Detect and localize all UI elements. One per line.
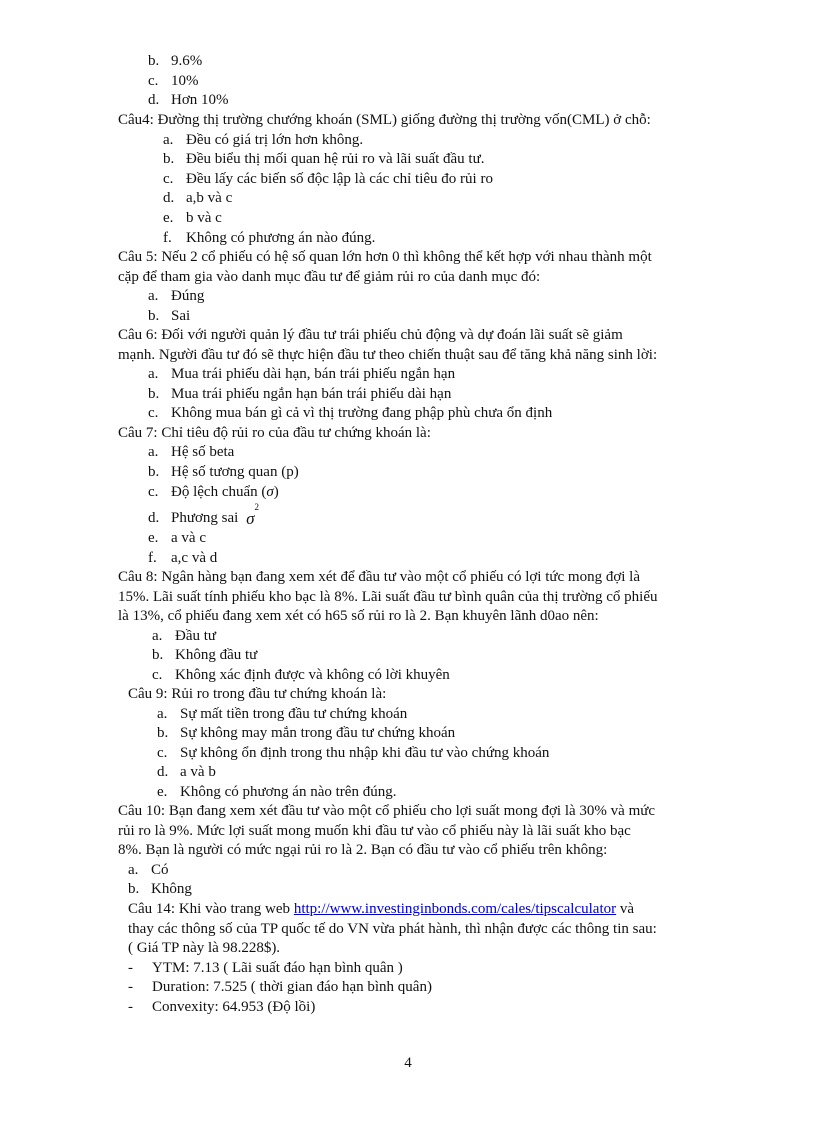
question-14-title-line2: thay các thông số của TP quốc tế do VN vừa phát hành, thì nhận được các thông tin sau: [128, 921, 657, 937]
q14-item-convexity: - Convexity: 64.953 (Độ lồi) [128, 999, 316, 1015]
q10-option-a: a. Có [128, 862, 169, 878]
q6-option-b: b. Mua trái phiếu ngắn hạn bán trái phiếu dài hạn [148, 386, 452, 402]
page-number: 4 [404, 1055, 412, 1071]
q7-option-c: c. Độ lệch chuẩn ( σ ) [148, 483, 279, 503]
q9-option-a: a. Sự mất tiền trong đầu tư chứng khoán [157, 706, 408, 722]
option-d-prev: d. Hơn 10% [148, 92, 229, 108]
q4-option-f: f. Không có phương án nào đúng. [163, 230, 376, 246]
question-5-title-line2: cặp để tham gia vào danh mục đầu tư để giảm rủi ro của danh mục đó: [118, 269, 541, 285]
question-8-title-line1: Câu 8: Ngân hàng bạn đang xem xét để đầu tư vào một cổ phiếu có lợi tức mong đợi là [118, 569, 641, 585]
q5-option-a: a. Đúng [148, 288, 205, 304]
q9-option-e: e. Không có phương án nào trên đúng. [157, 784, 397, 800]
question-10-title-line2: rủi ro là 9%. Mức lợi suất mong muốn khi đầu tư vào cổ phiếu này là lãi suất kho bạc [118, 823, 631, 839]
q7-option-d: d. Phương sai σ $^2$ [148, 502, 259, 528]
q6-option-a: a. Mua trái phiếu dài hạn, bán trái phiếu ngắn hạn [148, 366, 456, 382]
q4-option-b: b. Đều biểu thị mối quan hệ rủi ro và lãi suất đầu tư. [163, 151, 485, 167]
tips-calculator-link[interactable]: http://www.investinginbonds.com/cales/tipscalculator [293, 901, 617, 917]
question-7-title: Câu 7: Chỉ tiêu độ rủi ro của đầu tư chứng khoán là: [118, 425, 431, 441]
question-10-title-line3: 8%. Bạn là người có mức ngại rủi ro là 2. Bạn có đầu tư vào cổ phiếu trên không: [118, 842, 608, 858]
q4-option-d: d. a,b và c [163, 190, 233, 206]
q5-option-b: b. Sai [148, 308, 191, 324]
question-14-title-line1: Câu 14: Khi vào trang web http://www.investinginbonds.com/cales/tipscalculator và [128, 901, 635, 917]
q7-option-b: b. Hệ số tương quan (p) [148, 464, 299, 480]
question-14-title-line3: ( Giá TP này là 98.228$). [128, 940, 281, 956]
q9-option-d: d. a và b [157, 764, 216, 780]
q14-item-duration: - Duration: 7.525 ( thời gian đáo hạn bình quân) [128, 979, 432, 995]
question-4-title: Câu4: Đường thị trường chướng khoán (SML) giống đường thị trường vốn(CML) ở chỗ: [118, 112, 651, 128]
q7-option-e: e. a và c [148, 530, 206, 546]
question-8-title-line3: là 13%, cổ phiếu đang xem xét có h65 số rủi ro là 2. Bạn khuyên lãnh d0ao nên: [118, 608, 599, 624]
q8-option-a: a. Đầu tư [152, 628, 217, 644]
q7-option-f: f. a,c và d [148, 550, 218, 566]
q6-option-c: c. Không mua bán gì cả vì thị trường đang phập phù chưa ổn định [148, 405, 553, 421]
superscript-2: 2 [254, 502, 259, 512]
q4-option-e: e. b và c [163, 210, 222, 226]
question-6-title-line1: Câu 6: Đối với người quản lý đầu tư trái phiếu chủ động và dự đoán lãi suất sẽ giảm [118, 327, 623, 343]
q4-option-a: a. Đều có giá trị lớn hơn không. [163, 132, 364, 148]
question-9-title: Câu 9: Rủi ro trong đầu tư chứng khoán là: [128, 686, 387, 702]
q8-option-b: b. Không đầu tư [152, 647, 258, 663]
question-6-title-line2: mạnh. Người đầu tư đó sẽ thực hiện đầu tư theo chiến thuật sau để tăng khả năng sinh lời: [118, 347, 658, 363]
question-10-title-line1: Câu 10: Bạn đang xem xét đầu tư vào một cổ phiếu cho lợi suất mong đợi là 30% và mức [118, 803, 656, 819]
q10-option-b: b. Không [128, 881, 192, 897]
sigma-symbol: σ [246, 509, 255, 528]
q8-option-c: c. Không xác định được và không có lời khuyên [152, 667, 450, 683]
option-b-prev: b. 9.6% [148, 53, 203, 69]
question-5-title-line1: Câu 5: Nếu 2 cổ phiếu có hệ số quan lớn hơn 0 thì không thể kết hợp với nhau thành một [118, 249, 652, 265]
q14-item-ytm: - YTM: 7.13 ( Lãi suất đáo hạn bình quân ) [128, 960, 403, 976]
sigma-symbol: σ [266, 484, 274, 500]
q7-option-a: a. Hệ số beta [148, 444, 235, 460]
q9-option-b: b. Sự không may mắn trong đầu tư chứng khoán [157, 725, 456, 741]
option-c-prev: c. 10% [148, 73, 199, 89]
question-8-title-line2: 15%. Lãi suất tính phiếu kho bạc là 8%. Lãi suất đầu tư bình quân của thị trường cổ phiếu [118, 589, 658, 605]
q9-option-c: c. Sự không ổn định trong thu nhập khi đầu tư vào chứng khoán [157, 745, 550, 761]
q4-option-c: c. Đều lấy các biến số độc lập là các chỉ tiêu đo rủi ro [163, 171, 493, 187]
